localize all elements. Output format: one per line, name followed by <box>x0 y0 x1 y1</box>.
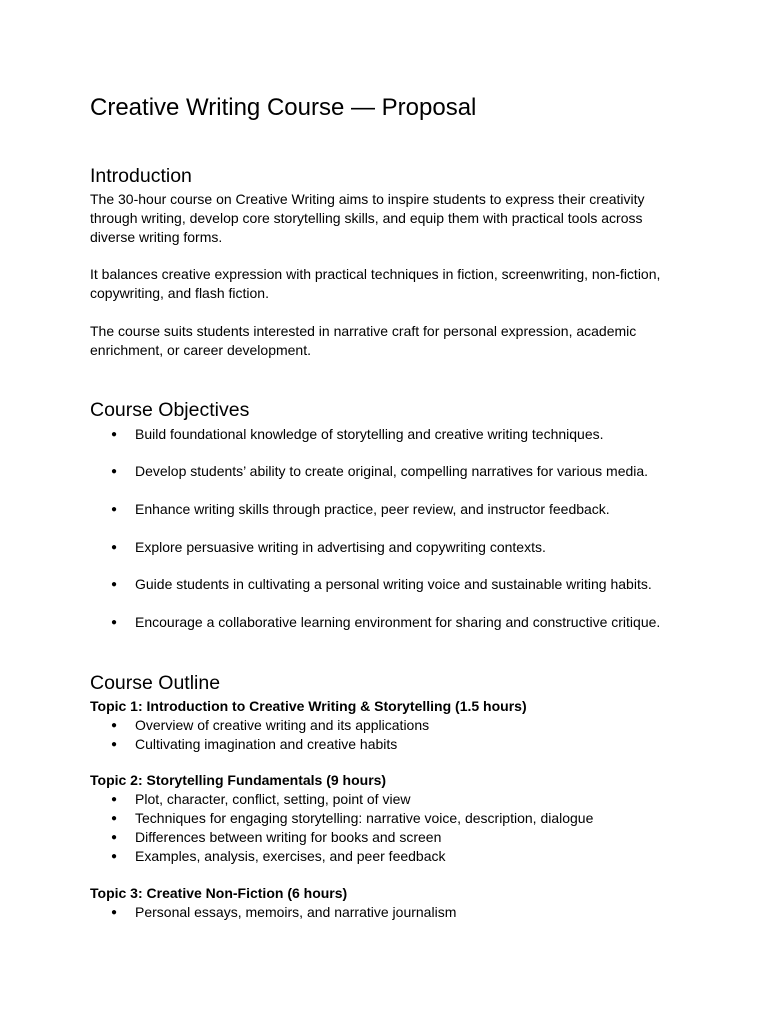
bullet-icon: ● <box>111 907 118 918</box>
intro-paragraph: The course suits students interested in narrative craft for personal expression, academic enrichment, or career development. <box>90 323 637 358</box>
topic-title: Topic 3: Creative Non-Fiction (6 hours) <box>90 885 348 901</box>
bullet-icon: ● <box>111 504 118 515</box>
objective-text: Enhance writing skills through practice, peer review, and instructor feedback. <box>135 501 610 517</box>
objective-text: Develop students’ ability to create original, compelling narratives for various media. <box>135 463 649 479</box>
intro-heading: Introduction <box>90 165 192 187</box>
topic-item-text: Overview of creative writing and its applications <box>135 717 430 733</box>
topic-item-text: Personal essays, memoirs, and narrative journalism <box>135 904 457 920</box>
objective-text: Build foundational knowledge of storytelling and creative writing techniques. <box>135 426 604 442</box>
bullet-icon: ● <box>111 739 118 750</box>
bullet-icon: ● <box>111 794 118 805</box>
objective-text: Encourage a collaborative learning environment for sharing and constructive critique. <box>135 614 661 630</box>
topic-item-text: Differences between writing for books and screen <box>135 829 442 845</box>
objective-text: Guide students in cultivating a personal writing voice and sustainable writing habits. <box>135 576 652 592</box>
outline-heading: Course Outline <box>90 672 221 694</box>
document-title: Creative Writing Course — Proposal <box>90 94 477 121</box>
topic-item-text: Cultivating imagination and creative habits <box>135 736 398 752</box>
intro-paragraph: The 30-hour course on Creative Writing aims to inspire students to express their creativity through writing, develop core storytelling skills, and equip them with practical tools across diverse writing forms. <box>90 191 645 245</box>
bullet-icon: ● <box>111 813 118 824</box>
bullet-icon: ● <box>111 542 118 553</box>
bullet-icon: ● <box>111 851 118 862</box>
intro-paragraph: It balances creative expression with practical techniques in fiction, screenwriting, non-fiction, copywriting, and flash fiction. <box>90 266 661 301</box>
topic-item-text: Examples, analysis, exercises, and peer feedback <box>135 848 446 864</box>
bullet-icon: ● <box>111 466 118 477</box>
bullet-icon: ● <box>111 617 118 628</box>
bullet-icon: ● <box>111 579 118 590</box>
topic-title: Topic 1: Introduction to Creative Writing & Storytelling (1.5 hours) <box>90 698 527 714</box>
objective-text: Explore persuasive writing in advertising and copywriting contexts. <box>135 539 546 555</box>
bullet-icon: ● <box>111 429 118 440</box>
topic-title: Topic 2: Storytelling Fundamentals (9 hours) <box>90 772 387 788</box>
bullet-icon: ● <box>111 720 118 731</box>
topic-item-text: Plot, character, conflict, setting, point of view <box>135 791 411 807</box>
bullet-icon: ● <box>111 832 118 843</box>
topic-item-text: Techniques for engaging storytelling: narrative voice, description, dialogue <box>135 810 594 826</box>
objectives-heading: Course Objectives <box>90 399 250 421</box>
